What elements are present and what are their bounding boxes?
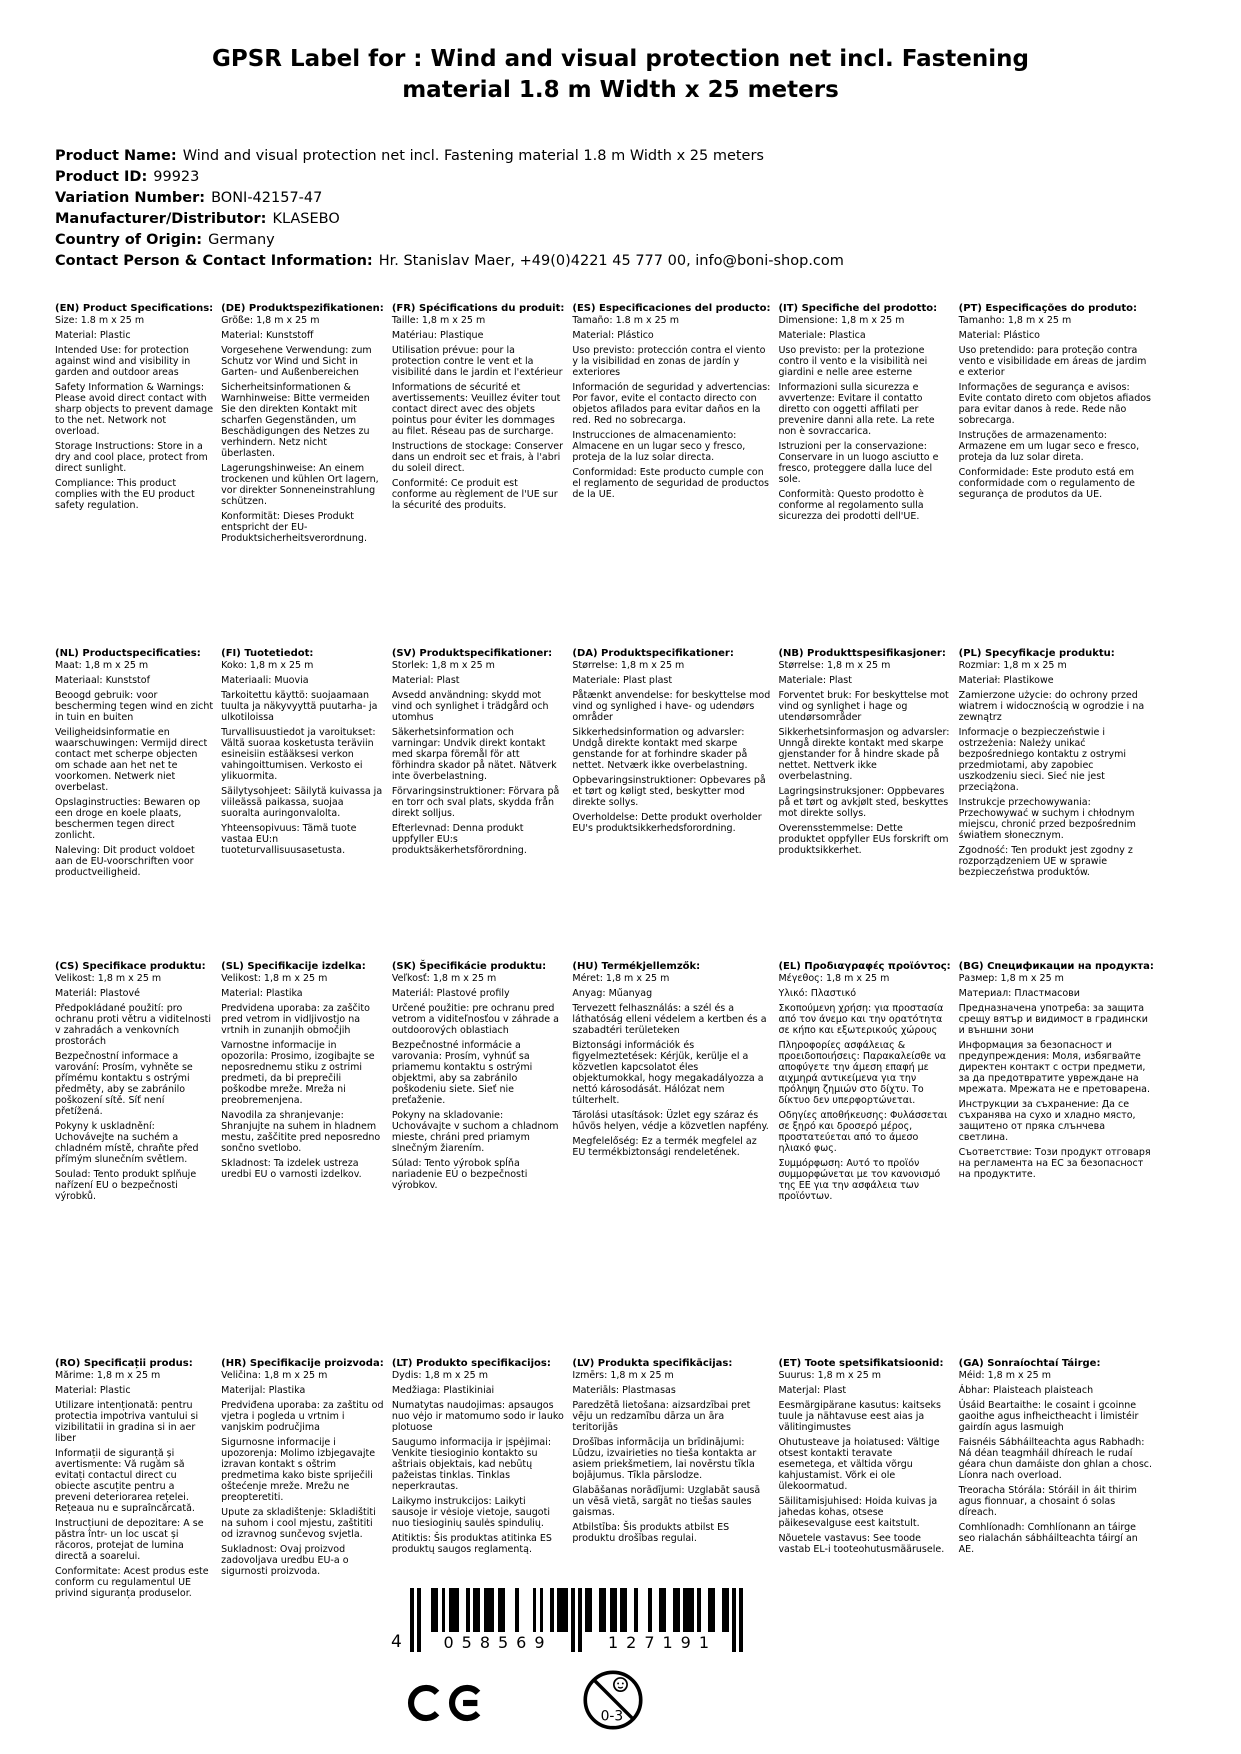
spec-paragraph: Materiaal: Kunststof [55,675,150,686]
language-block-heading: (EL) Προδιαγραφές προϊόντος: [778,961,951,972]
spec-paragraph: Συμμόρφωση: Αυτό το προϊόν συμμορφώνεται με τον κανονισμό της ΕΕ για την ασφάλεια των προϊόντων. [778,1158,941,1202]
language-block-heading: (DE) Produktspezifikationen: [221,303,384,314]
product-info [55,146,844,272]
spec-paragraph: Σκοπούμενη χρήση: για προστασία από τον άνεμο και την ορατότητα σε κήπο και εξωτερικούς χώρους [778,1003,944,1036]
spec-paragraph: Conformitate: Acest produs este conform cu regulamentul UE privind siguranța produselor. [55,1566,209,1599]
spec-paragraph: Yhteensopivuus: Tämä tuote vastaa EU:n tuoteturvallisuusasetusta. [221,823,357,856]
product-info-value: Wind and visual protection net incl. Fastening material 1.8 m Width x 25 meters [182,148,764,164]
spec-paragraph: Material: Plástico [572,330,654,341]
language-block-heading: (ET) Toote spetsifikatsioonid: [778,1358,944,1369]
spec-paragraph: Size: 1.8 m x 25 m [55,315,145,326]
spec-paragraph: Beoogd gebruik: voor bescherming tegen wind en zicht in tuin en buiten [55,690,214,723]
spec-paragraph: Υλικό: Πλαστικό [778,988,857,999]
spec-paragraph: Instrukcje przechowywania: Przechowywać w suchym i chłodnym miejscu, chronić przed bezpośrednim światłem słonecznym. [958,797,1136,841]
language-block-en [55,303,213,648]
spec-paragraph: Informazioni sulla sicurezza e avvertenze: Evitare il contatto diretto con oggetti affilati per prevenire danni alla rete. La rete non è sovraccarica. [778,382,935,437]
spec-paragraph: Uso previsto: per la protezione contro il vento e la visibilità nei giardini e nelle aree esterne [778,345,928,378]
barcode-bar [533,1588,537,1638]
spec-paragraph: Material: Plastic [55,1385,131,1396]
language-block-heading: (NL) Productspecificaties: [55,648,201,659]
barcode-bar [442,1588,446,1638]
spec-paragraph: Istruzioni per la conservazione: Conservare in un luogo asciutto e fresco, proteggere dalla luce del sole. [778,441,939,485]
language-block-heading: (IT) Specifiche del prodotto: [778,303,938,314]
spec-paragraph: Overholdelse: Dette produkt overholder EU's produktsikkerhedsforordning. [572,812,762,834]
spec-paragraph: Инструкции за съхранение: Да се съхранява на сухо и хладно място, защитено от пряка слънчева светлина. [958,1099,1136,1143]
spec-paragraph: Taille: 1,8 m x 25 m [391,315,486,326]
barcode-bar [477,1588,481,1638]
language-block-heading: (PT) Especificações do produto: [958,303,1137,314]
product-info-value: Hr. Stanislav Maer, +49(0)4221 45 777 00, info@boni-shop.com [378,253,844,269]
product-info-label: Contact Person & Contact Information: [55,253,373,269]
spec-paragraph: Dimensione: 1,8 m x 25 m [778,315,905,326]
language-block-da [572,648,770,961]
page-title [0,44,1241,106]
product-info-row [55,209,844,230]
language-block-heading: (LT) Produkto specifikacijos: [391,1358,551,1369]
language-block-heading: (FR) Spécifications du produit: [391,303,565,314]
spec-paragraph: Atbilstība: Šis produkts atbilst ES produktu drošības regulai. [572,1522,730,1544]
barcode-bar [571,1588,575,1652]
spec-paragraph: Materiale: Plast [778,675,852,686]
spec-paragraph: Информация за безопасност и предупреждения: Моля, избягвайте директен контакт с остри предмети, за да предотвратите увреждане на мрежата. Мрежата не е претоварена. [958,1040,1151,1095]
language-block-hr [221,1358,384,1603]
language-block-heading: (HU) Termékjellemzők: [572,961,701,972]
spec-paragraph: Storage Instructions: Store in a dry and cool place, protect from direct sunlight. [55,441,208,474]
product-info-value: KLASEBO [272,211,340,227]
product-info-row [55,188,844,209]
language-block-heading: (SV) Produktspecifikationer: [391,648,553,659]
barcode-bar [725,1588,729,1638]
barcode-bar [435,1588,439,1638]
spec-paragraph: Material: Plastic [55,330,131,341]
spec-paragraph: Forventet bruk: For beskyttelse mot vind og synlighet i hage og utendørsområder [778,690,949,723]
spec-paragraph: Eesmärgipärane kasutus: kaitseks tuule ja nähtavuse eest aias ja välitingimustes [778,1400,941,1433]
barcode-bar [515,1588,519,1638]
spec-paragraph: Tárolási utasítások: Üzlet egy száraz és hűvös helyen, védje a közvetlen napfény. [572,1110,769,1132]
barcode-bar [550,1588,554,1638]
barcode-bar [739,1588,743,1652]
spec-paragraph: Materiál: Plastové [55,988,140,999]
barcode-bar [662,1588,666,1638]
spec-paragraph: Sikkerhetsinformasjon og advarsler: Unngå direkte kontakt med skarpe gjenstander for å hindre skade på nettet. Nettverk ikke overbelastning. [778,727,950,782]
spec-paragraph: Material: Plástico [958,330,1040,341]
spec-paragraph: Predviđena uporaba: za zaštitu od vjetra i pogleda u vrtnim i vanjskim područjima [221,1400,384,1433]
spec-paragraph: Säkerhetsinformation och varningar: Undvik direkt kontakt med skarpa föremål för att förhindra skador på nätet. Nätverk inte överbelastning. [391,727,557,782]
spec-paragraph: Zgodność: Ten produkt jest zgodny z rozporządzeniem UE w sprawie bezpieczeństwa produktów. [958,845,1133,878]
spec-paragraph: Οδηγίες αποθήκευσης: Φυλάσσεται σε ξηρό και δροσερό μέρος, προστατεύεται από το άμεσο ηλιακό φως. [778,1110,948,1154]
language-block-heading: (GA) Sonraíochtaí Táirge: [958,1358,1101,1369]
spec-paragraph: Uso pretendido: para proteção contra vento e visibilidade em áreas de jardim e exterior [958,345,1147,378]
barcode-bar [501,1588,505,1638]
spec-paragraph: Materiāls: Plastmasas [572,1385,676,1396]
language-block-bg [959,961,1154,1358]
ce-mark-icon [407,1678,489,1728]
language-block-lv [572,1358,770,1603]
spec-paragraph: Numatytas naudojimas: apsaugos nuo vėjo ir matomumo sodo ir lauko plotuose [391,1400,564,1433]
language-block-heading: (NB) Produkttspesifikasjoner: [778,648,946,659]
language-block-hu [572,961,770,1358]
age-warning-text: 0-3 [600,1708,624,1725]
product-info-value: Germany [208,232,275,248]
spec-paragraph: Naleving: Dit product voldoet aan de EU-voorschriften voor productveiligheid. [55,845,195,878]
spec-paragraph: Glabāšanas norādījumi: Uzglabāt sausā un vēsā vietā, sargāt no tiešas saules gaismas. [572,1485,761,1518]
spec-paragraph: Medžiaga: Plastikiniai [391,1385,495,1396]
language-block-fi [221,648,384,961]
spec-paragraph: Méret: 1,8 m x 25 m [572,973,670,984]
language-block-sl [221,961,384,1358]
product-info-label: Product ID: [55,169,148,185]
spec-paragraph: Påtænkt anvendelse: for beskyttelse mod vind og synlighed i have- og udendørs områder [572,690,771,723]
spec-paragraph: Conformité: Ce produit est conforme au règlement de l'UE sur la sécurité des produits. [391,478,558,511]
language-block-it [778,303,950,648]
spec-paragraph: Dydis: 1,8 m x 25 m [391,1370,488,1381]
spec-paragraph: Avsedd användning: skydd mot vind och synlighet i trädgård och utomhus [391,690,549,723]
language-block-pt [959,303,1154,648]
spec-paragraph: Maat: 1,8 m x 25 m [55,660,149,671]
language-block-sv [392,648,565,961]
spec-paragraph: Utilizare intenționată: pentru protectia impotriva vantului si vizibilitatii in gradina si in aer liber [55,1400,199,1444]
spec-paragraph: Vorgesehene Verwendung: zum Schutz vor Wind und Sicht in Garten- und Außenbereichen [221,345,372,378]
spec-paragraph: Lagerungshinweise: An einem trockenen und kühlen Ort lagern, vor direkter Sonneneinstrahlung schützen. [221,463,379,507]
spec-paragraph: Pokyny na skladovanie: Uchovávajte v suchom a chladnom mieste, chráni pred priamym slnečným žiarením. [391,1110,559,1154]
spec-paragraph: Lagringsinstruksjoner: Oppbevares på et tørt og avkjølt sted, beskyttes mot direkte sollys. [778,786,949,819]
spec-paragraph: Veličina: 1,8 m x 25 m [221,1370,328,1381]
spec-paragraph: Turvallisuustiedot ja varoitukset: Vältä suoraa kosketusta teräviin esineisiin estääksesi verkon vahingoittumisen. Verkosto ei ylikuormita. [221,727,376,782]
barcode-bar [676,1588,680,1638]
barcode-left-digits: 058569 [421,1632,568,1652]
spec-paragraph: Suurus: 1,8 m x 25 m [778,1370,882,1381]
spec-paragraph: Materiał: Plastikowe [958,675,1054,686]
page-title-text: GPSR Label for : Wind and visual protection net incl. Fastening material 1.8 m Width x 25 meters [212,46,1029,103]
spec-paragraph: Rozmiar: 1,8 m x 25 m [958,660,1067,671]
spec-paragraph: Předpokládané použití: pro ochranu proti větru a viditelnosti v zahradách a venkovních prostorách [55,1003,212,1047]
language-block-ro [55,1358,213,1603]
spec-paragraph: Faisnéis Sábháilteachta agus Rabhadh: Ná déan teagmháil dhíreach le rudaí géara chun damáiste don ghlan a chosc. Líonra nach overload. [958,1437,1153,1481]
spec-paragraph: Ábhar: Plaisteach plaisteach [958,1385,1094,1396]
spec-paragraph: Materiale: Plast plast [572,675,673,686]
spec-paragraph: Utilisation prévue: pour la protection contre le vent et la visibilité dans le jardin et l'extérieur [391,345,563,378]
language-block-heading: (PL) Specyfikacje produktu: [958,648,1115,659]
spec-paragraph: Tamanho: 1,8 m x 25 m [958,315,1072,326]
barcode [391,1588,743,1652]
spec-paragraph: Upute za skladištenje: Skladištiti na suhom i cool mjestu, zaštititi od izravnog sunčevog svjetla. [221,1507,376,1540]
product-info-label: Variation Number: [55,190,206,206]
spec-paragraph: Koko: 1,8 m x 25 m [221,660,314,671]
barcode-bar [466,1588,470,1638]
language-block-et [778,1358,950,1603]
spec-paragraph: Materijal: Plastika [221,1385,306,1396]
spec-paragraph: Съответствие: Този продукт отговаря на регламента на ЕС за безопасност на продуктите. [958,1147,1151,1180]
spec-paragraph: Ohutusteave ja hoiatused: Vältige otsest kontakti teravate esemetega, et vältida võrgu kahjustamist. Võrk ei ole ülekoormatud. [778,1437,940,1492]
spec-paragraph: Materiál: Plastové profily [391,988,510,999]
language-block-heading: (RO) Specificații produs: [55,1358,193,1369]
spec-paragraph: Größe: 1,8 m x 25 m [221,315,320,326]
language-block-heading: (EN) Product Specifications: [55,303,214,314]
spec-paragraph: Nõuetele vastavus: See toode vastab EL-i tooteohutusmäärusele. [778,1533,945,1555]
language-block-heading: (DA) Produktspecifikationer: [572,648,734,659]
spec-paragraph: Zamierzone użycie: do ochrony przed wiatrem i widocznością w ogrodzie i na zewnątrz [958,690,1145,723]
spec-paragraph: Opbevaringsinstruktioner: Opbevares på et tørt og køligt sted, beskytter mod direkte sollys. [572,775,766,808]
spec-paragraph: Материал: Пластмасови [958,988,1080,999]
spec-paragraph: Compliance: This product complies with the EU product safety regulation. [55,478,195,511]
spec-paragraph: Πληροφορίες ασφάλειας & προειδοποιήσεις: Παρακαλείσθε να αποφύγετε την άμεση επαφή με αιχμηρά αντικείμενα για την πρόληψη ζημιών στο δίχτυ. Το δίκτυο δεν υπερφορτώνεται. [778,1040,946,1106]
language-block-heading: (HR) Specifikacije proizvoda: [221,1358,384,1369]
spec-paragraph: Conformidade: Este produto está em conformidade com o regulamento de segurança de produtos da UE. [958,467,1135,500]
product-info-row [55,251,844,272]
spec-paragraph: Určené použitie: pre ochranu pred vetrom a viditeľnosťou v záhrade a outdoorových oblastiach [391,1003,559,1036]
spec-paragraph: Veiligheidsinformatie en waarschuwingen: Vermijd direct contact met scherpe objecten om schade aan het net te voorkomen. Netwerk niet overbelast. [55,727,208,793]
spec-paragraph: Drošības informācija un brīdinājumi: Lūdzu, izvairieties no tieša kontakta ar asiem priekšmetiem, lai novērstu tīkla bojājumus. Tīkla pārslodze. [572,1437,757,1481]
product-info-value: 99923 [153,169,200,185]
language-block-heading: (LV) Produkta specifikācijas: [572,1358,733,1369]
barcode-bar [410,1588,414,1652]
spec-paragraph: Skladnost: Ta izdelek ustreza uredbi EU o varnosti izdelkov. [221,1158,362,1180]
language-block-sk [392,961,565,1358]
age-warning-0-3-icon [581,1668,645,1732]
spec-paragraph: Conformità: Questo prodotto è conforme al regolamento sulla sicurezza dei prodotti dell'UE. [778,489,924,522]
barcode-bar [690,1588,694,1638]
spec-paragraph: Sukladnost: Ovaj proizvod zadovoljava uredbu EU-a o sigurnosti proizvoda. [221,1544,349,1577]
spec-paragraph: Informações de segurança e avisos: Evite contato direto com objetos afiados para evitar danos à rede. Rede não sobrecarga. [958,382,1151,426]
language-block-heading: (ES) Especificaciones del producto: [572,303,771,314]
spec-paragraph: Laikymo instrukcijos: Laikyti sausoje ir vėsioje vietoje, saugoti nuo tiesioginių saulės spindulių. [391,1496,550,1529]
language-block-heading: (SL) Specifikacije izdelka: [221,961,366,972]
barcode-bar [648,1588,652,1638]
spec-paragraph: Μέγεθος: 1,8 m x 25 m [778,973,890,984]
spec-paragraph: Størrelse: 1,8 m x 25 m [778,660,891,671]
spec-paragraph: Uso previsto: protección contra el viento y la visibilidad en zonas de jardín y exteriores [572,345,766,378]
spec-paragraph: Anyag: Műanyag [572,988,653,999]
spec-paragraph: Navodila za shranjevanje: Shranjujte na suhem in hladnem mestu, zaščitite pred neposredno sončno svetlobo. [221,1110,381,1154]
barcode-bar [456,1588,460,1638]
spec-paragraph: Säilytysohjeet: Säilytä kuivassa ja viileässä paikassa, suojaa suoralta auringonvalolta. [221,786,383,819]
spec-paragraph: Tarkoitettu käyttö: suojaamaan tuulta ja näkyvyyttä puutarha- ja ulkotiloissa [221,690,378,723]
spec-paragraph: Sigurnosne informacije i upozorenja: Molimo izbjegavajte izravan kontakt s oštrim predmetima kako biste spriječili oštećenje mreže. Mrežu ne preopteretiti. [221,1437,376,1503]
product-info-row [55,146,844,167]
spec-paragraph: Materiaali: Muovia [221,675,309,686]
product-info-label: Country of Origin: [55,232,203,248]
barcode-bar [613,1588,617,1638]
barcode-bar [624,1588,628,1638]
spec-paragraph: Atitiktis: Šis produktas atitinka ES produktų saugos reglamentą. [391,1533,552,1555]
language-block-heading: (SK) Špecifikácie produktu: [391,961,547,972]
language-block-cs [55,961,213,1358]
spec-paragraph: Pokyny k uskladnění: Uchovávejte na suchém a chladném místě, chraňte před přímým slunečním světlem. [55,1121,199,1165]
spec-paragraph: Varnostne informacije in opozorila: Prosimo, izogibajte se neposrednemu stiku z ostrimi predmeti, da bi preprečili poškodbe mreže. Mreža ni preobremenjena. [221,1040,375,1106]
spec-paragraph: Comhlíonadh: Comhlíonann an táirge seo rialachán sábháilteachta táirgí an AE. [958,1522,1138,1555]
spec-paragraph: Safety Information & Warnings: Please avoid direct contact with sharp objects to prevent damage to the net. Network not overload. [55,382,214,437]
spec-paragraph: Biztonsági információk és figyelmeztetések: Kérjük, kerülje el a közvetlen kapcsolatot éles objektumokkal, hogy megakadályozza a nettó károsodását. Hálózat nem túlterhelt. [572,1040,764,1106]
spec-paragraph: Paredzētā lietošana: aizsardzībai pret vēju un redzamību dārza un āra teritorijās [572,1400,751,1433]
spec-paragraph: Soulad: Tento produkt splňuje nařízení EU o bezpečnosti výrobků. [55,1169,197,1202]
spec-paragraph: Informacje o bezpieczeństwie i ostrzeżenia: Należy unikać bezpośredniego kontaktu z ostrymi przedmiotami, aby zapobiec uszkodzeniu sieci. Sieć nie jest przeciążona. [958,727,1126,793]
spec-paragraph: Velikost: 1,8 m x 25 m [221,973,328,984]
barcode-bar [603,1588,607,1638]
spec-paragraph: Størrelse: 1,8 m x 25 m [572,660,685,671]
language-block-de [221,303,384,648]
spec-paragraph: Información de seguridad y advertencias: Por favor, evite el contacto directo con objetos afilados para evitar daños en la red. Red no sobrecarga. [572,382,771,426]
spec-paragraph: Material: Plast [391,675,460,686]
spec-paragraph: Velikost: 1,8 m x 25 m [55,973,162,984]
spec-paragraph: Matériau: Plastique [391,330,484,341]
barcode-bar [589,1588,593,1638]
spec-paragraph: Instructions de stockage: Conserver dans un endroit sec et frais, à l'abri du soleil direct. [391,441,564,474]
language-block-fr [392,303,565,648]
product-info-label: Manufacturer/Distributor: [55,211,267,227]
barcode-bar [540,1588,544,1638]
spec-paragraph: Intended Use: for protection against wind and visibility in garden and outdoor areas [55,345,191,378]
barcode-bar [578,1588,582,1652]
spec-paragraph: Bezpečnostné informácie a varovania: Prosím, vyhnúť sa priamemu kontaktu s ostrými objektmi, aby sa zabránilo poškodeniu siete. Sieť nie preťaženie. [391,1040,533,1106]
footer [392,1588,812,1732]
spec-paragraph: Material: Plastika [221,988,303,999]
spec-paragraph: Instrucciones de almacenamiento: Almacene en un lugar seco y fresco, proteja de la luz solar directa. [572,430,746,463]
product-info-value: BONI-42157-47 [211,190,323,206]
spec-paragraph: Úsáid Beartaithe: le cosaint i gcoinne gaoithe agus infheictheacht i limistéir gairdín agus lasmuigh [958,1400,1139,1433]
spec-paragraph: Предназначена употреба: за защита срещу вятър и видимост в градински и външни зони [958,1003,1148,1036]
barcode-prefix-digit: 4 [391,1632,402,1652]
spec-paragraph: Material: Kunststoff [221,330,314,341]
language-block-heading: (FI) Tuotetiedot: [221,648,314,659]
product-info-row [55,230,844,251]
barcode-bar [634,1588,638,1638]
spec-paragraph: Veľkosť: 1,8 m x 25 m [391,973,497,984]
spec-paragraph: Instrucțiuni de depozitare: A se păstra într- un loc uscat și răcoros, protejat de lumina directă a soarelui. [55,1518,204,1562]
spec-paragraph: Säilitamisjuhised: Hoida kuivas ja jahedas kohas, otsese päikesevalguse eest kaitstult. [778,1496,938,1529]
compliance-symbols [407,1674,812,1732]
spec-paragraph: Bezpečnostní informace a varování: Prosím, vyhněte se přímému kontaktu s ostrými předměty, aby se zabránilo poškození sítě. Síť není přetížená. [55,1051,193,1117]
product-info-label: Product Name: [55,148,177,164]
spec-paragraph: Размер: 1,8 m x 25 m [958,973,1064,984]
spec-paragraph: Informații de siguranță și avertismente: Vă rugăm să evitați contactul direct cu obiecte ascuțite pentru a preveni deteriorarea rețelei. Rețeaua nu e supraîncărcată. [55,1448,195,1514]
barcode-bar [711,1588,715,1638]
spec-paragraph: Informations de sécurité et avertissements: Veuillez éviter tout contact direct avec des objets pointus pour éviter les dommages au filet. Réseau pas de surcharge. [391,382,561,437]
spec-paragraph: Saugumo informacija ir įspėjimai: Venkite tiesioginio kontakto su aštriais objektais, kad nebūtų pažeistas tinklas. Tinklas neperkrautas. [391,1437,552,1492]
spec-paragraph: Megfelelőség: Ez a termék megfelel az EU termékbiztonsági rendeletének. [572,1136,757,1158]
language-block-nb [778,648,950,961]
language-block-pl [959,648,1154,961]
spec-paragraph: Sikkerhedsinformation og advarsler: Undgå direkte kontakt med skarpe genstande for at forhindre skader på nettet. Netværk ikke overbelastning. [572,727,748,771]
language-grid [55,303,1154,1603]
spec-paragraph: Materiale: Plastica [778,330,866,341]
spec-paragraph: Izmērs: 1,8 m x 25 m [572,1370,674,1381]
language-block-el [778,961,950,1358]
language-block-heading: (BG) Спецификации на продукта: [958,961,1154,972]
baby-face-icon [614,1678,627,1691]
spec-paragraph: Overensstemmelse: Dette produktet oppfyller EUs forskrift om produktsikkerhet. [778,823,949,856]
spec-paragraph: Treoracha Stórála: Stóráil in áit thirim agus fionnuar, a chosaint ó solas díreach. [958,1485,1137,1518]
language-block-lt [392,1358,565,1603]
spec-paragraph: Méid: 1,8 m x 25 m [958,1370,1051,1381]
barcode-bar [732,1588,736,1652]
spec-paragraph: Sicherheitsinformationen & Warnhinweise: Bitte vermeiden Sie den direkten Kontakt mit scharfen Gegenständen, um Beschädigungen des Netzes zu verhindern. Netz nicht überlasten. [221,382,370,459]
spec-paragraph: Förvaringsinstruktioner: Förvara på en torr och sval plats, skydda från direkt solljus. [391,786,560,819]
language-block-es [572,303,770,648]
spec-paragraph: Súlad: Tento výrobok spĺňa nariadenie EÚ o bezpečnosti výrobkov. [391,1158,528,1191]
language-block-nl [55,648,213,961]
barcode-bar [491,1588,495,1638]
spec-paragraph: Tervezett felhasználás: a szél és a láthatóság elleni védelem a kertben és a szabadtéri területeken [572,1003,767,1036]
barcode-bar [697,1588,701,1638]
spec-paragraph: Opslaginstructies: Bewaren op een droge en koele plaats, beschermen tegen direct zonlicht. [55,797,201,841]
language-block-heading: (CS) Specifikace produktu: [55,961,206,972]
barcode-right-digits: 127191 [585,1632,732,1652]
spec-paragraph: Storlek: 1,8 m x 25 m [391,660,495,671]
spec-paragraph: Konformität: Dieses Produkt entspricht der EU-Produktsicherheitsverordnung. [221,511,367,544]
spec-paragraph: Instruções de armazenamento: Armazene em um lugar seco e fresco, proteja da luz solar direta. [958,430,1140,463]
spec-paragraph: Materjal: Plast [778,1385,847,1396]
barcode-bar [564,1588,568,1638]
language-block-ga [959,1358,1154,1603]
spec-paragraph: Predvidena uporaba: za zaščito pred vetrom in vidljivostjo na vrtnih in zunanjih območjih [221,1003,370,1036]
spec-paragraph: Tamaño: 1.8 m x 25 m [572,315,679,326]
spec-paragraph: Mărime: 1,8 m x 25 m [55,1370,161,1381]
spec-paragraph: Conformidad: Este producto cumple con el reglamento de seguridad de productos de la UE. [572,467,769,500]
spec-paragraph: Efterlevnad: Denna produkt uppfyller EU:s produktsäkerhetsförordning. [391,823,527,856]
product-info-row [55,167,844,188]
